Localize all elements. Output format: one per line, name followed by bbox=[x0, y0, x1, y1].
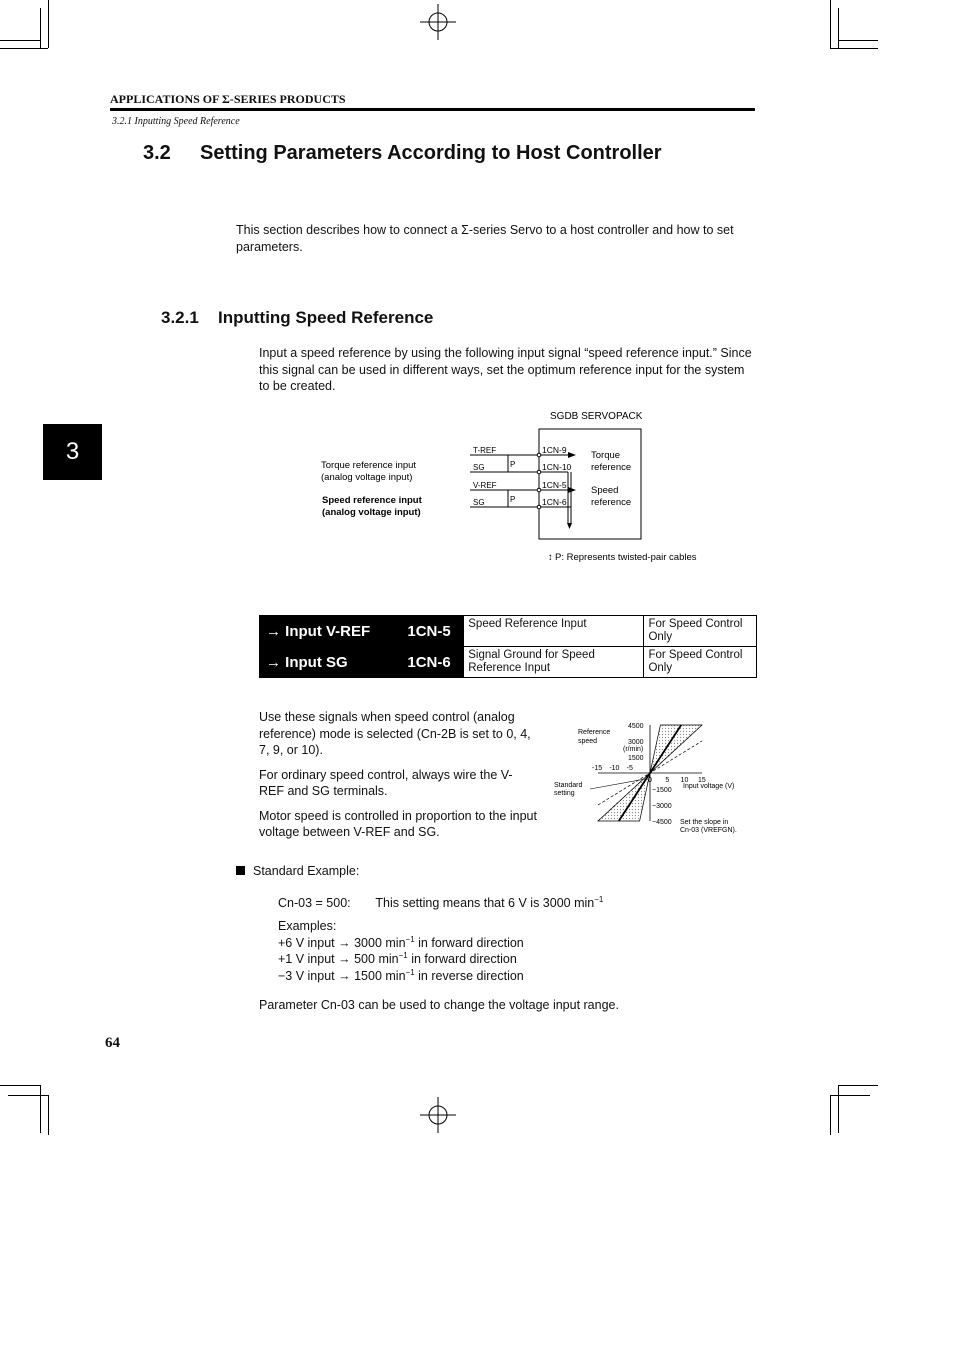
signal-label: SG bbox=[473, 498, 485, 507]
direction: in forward direction bbox=[407, 952, 517, 966]
pin-label: 1CN-9 bbox=[542, 445, 567, 455]
subsection-heading bbox=[161, 308, 433, 328]
signal-name: → Input SG bbox=[260, 647, 402, 678]
chapter-tab: 3 bbox=[43, 424, 102, 480]
paragraph-line: this signal can be used in different ways, set the optimum reference input for the system bbox=[259, 362, 745, 377]
intro-line: parameters. bbox=[236, 239, 303, 254]
signal-pin: 1CN-5 bbox=[401, 616, 463, 647]
arrow-icon: → bbox=[338, 952, 351, 966]
superscript: −1 bbox=[405, 934, 415, 944]
table-row bbox=[260, 647, 757, 678]
torque-input-label: Torque reference input bbox=[321, 460, 417, 471]
y-tick-label: 3000 bbox=[628, 739, 644, 746]
twisted-pair-mark: P bbox=[510, 460, 516, 469]
paragraph-line: Input a speed reference by using the following input signal “speed reference input.” Since bbox=[259, 346, 752, 360]
speed-value: 1500 min bbox=[354, 968, 406, 983]
standard-setting-label: setting bbox=[554, 790, 575, 797]
speed-input-label: Speed reference input bbox=[322, 495, 422, 506]
arrow-icon bbox=[568, 452, 576, 458]
signal-description: Signal Ground for Speed Reference Input bbox=[464, 647, 644, 678]
signal-name: → Input V-REF bbox=[260, 616, 402, 647]
closing-text: Parameter Cn-03 can be used to change the voltage input range. bbox=[259, 998, 619, 1012]
table-row bbox=[260, 616, 757, 647]
standard-example-heading bbox=[236, 863, 359, 880]
signal-table bbox=[259, 615, 757, 678]
y-tick-label: −3000 bbox=[652, 803, 672, 810]
speed-voltage-chart bbox=[550, 715, 755, 840]
header-rule bbox=[110, 108, 755, 111]
x-tick-label: -10 bbox=[609, 765, 620, 772]
y-tick-label: 4500 bbox=[628, 723, 644, 730]
arrow-icon: → bbox=[338, 968, 351, 983]
usage-line: Use these signals when speed control (analog bbox=[259, 710, 515, 724]
subsection-paragraph bbox=[259, 345, 759, 395]
intro-line: This section describes how to connect a Σ-series Servo to a host controller and how to set bbox=[236, 223, 734, 237]
terminal-icon bbox=[537, 470, 541, 474]
examples-list bbox=[278, 918, 524, 984]
usage-line: For ordinary speed control, always wire the V- bbox=[259, 767, 513, 782]
x-tick-label: -5 bbox=[626, 765, 633, 772]
ground-arrow-icon bbox=[567, 523, 572, 529]
subsection-number: 3.2.1 bbox=[161, 308, 199, 327]
x-tick-label: 15 bbox=[698, 777, 706, 784]
list-item bbox=[278, 951, 524, 968]
terminal-icon bbox=[537, 453, 541, 457]
y-axis-label: Reference bbox=[578, 729, 611, 736]
x-tick-label: 10 bbox=[680, 777, 689, 784]
wiring-footnote: P: Represents twisted-pair cables bbox=[555, 552, 697, 563]
y-axis-unit: (r/min) bbox=[623, 746, 644, 753]
y-tick-label: 1500 bbox=[628, 755, 644, 762]
input-voltage: −3 V input bbox=[278, 968, 335, 983]
signal-label: SG bbox=[473, 463, 485, 472]
section-intro bbox=[236, 222, 756, 255]
speed-reference-label: reference bbox=[591, 497, 632, 508]
slope-note: Cn-03 (VREFGN). bbox=[680, 827, 737, 834]
y-axis-label: speed bbox=[578, 738, 598, 745]
terminal-icon bbox=[537, 505, 541, 509]
usage-line: REF and SG terminals. bbox=[259, 784, 388, 798]
page-number: 64 bbox=[105, 1035, 120, 1051]
x-tick-label: 0 bbox=[648, 777, 652, 784]
torque-input-label: (analog voltage input) bbox=[321, 472, 413, 483]
twisted-pair-mark: P bbox=[510, 495, 516, 504]
signal-label: V-REF bbox=[473, 481, 497, 490]
slope-note: Set the slope in bbox=[680, 819, 729, 826]
signal-mode: For Speed Control Only bbox=[644, 647, 757, 678]
examples-label: Examples: bbox=[278, 919, 337, 933]
setting-meaning: This setting means that 6 V is 3000 min bbox=[375, 896, 595, 910]
input-voltage: +1 V input bbox=[278, 952, 335, 966]
x-axis-label: Input voltage (V) bbox=[683, 783, 735, 790]
section-title: Setting Parameters According to Host Controller bbox=[200, 142, 662, 164]
y-tick-label: −1500 bbox=[652, 787, 672, 794]
pin-label: 1CN-6 bbox=[542, 497, 567, 507]
arrow-icon bbox=[568, 487, 576, 493]
usage-line: 7, 9, or 10). bbox=[259, 743, 323, 757]
setting-value: Cn-03 = 500: bbox=[278, 896, 351, 910]
registration-target-icon bbox=[420, 4, 460, 44]
speed-value: 500 min bbox=[354, 952, 399, 966]
running-title: APPLICATIONS OF Σ-SERIES PRODUCTS bbox=[110, 92, 346, 106]
superscript: −1 bbox=[594, 894, 604, 904]
signal-label: T-REF bbox=[473, 446, 497, 455]
direction: in reverse direction bbox=[414, 968, 524, 983]
subsection-title: Inputting Speed Reference bbox=[218, 308, 434, 327]
usage-line: Motor speed is controlled in proportion to the input bbox=[259, 808, 537, 823]
input-voltage: +6 V input bbox=[278, 935, 335, 950]
usage-line: reference) mode is selected (Cn-2B is set to 0, 4, bbox=[259, 726, 531, 741]
signal-pin: 1CN-6 bbox=[401, 647, 463, 678]
signal-mode: For Speed Control Only bbox=[644, 616, 757, 647]
standard-setting-label: Standard bbox=[554, 782, 583, 789]
superscript: −1 bbox=[398, 950, 408, 960]
twisted-pair-symbol: ↕ bbox=[548, 552, 553, 563]
wiring-diagram bbox=[310, 405, 730, 570]
pin-label: 1CN-5 bbox=[542, 480, 567, 490]
arrow-icon: → bbox=[338, 935, 351, 950]
list-item bbox=[278, 968, 524, 985]
servopack-label: SGDB SERVOPACK bbox=[550, 411, 643, 422]
section-heading bbox=[143, 142, 662, 165]
registration-target-icon bbox=[420, 1097, 460, 1137]
pin-label: 1CN-10 bbox=[542, 462, 572, 472]
speed-reference-label: Speed bbox=[591, 485, 619, 496]
subsection-ref: 3.2.1 Inputting Speed Reference bbox=[112, 116, 240, 127]
terminal-icon bbox=[537, 488, 541, 492]
paragraph-line: to be created. bbox=[259, 379, 336, 393]
usage-text bbox=[259, 709, 539, 841]
torque-reference-label: Torque bbox=[591, 450, 621, 461]
superscript: −1 bbox=[405, 967, 415, 977]
example-setting bbox=[278, 895, 603, 912]
speed-input-label: (analog voltage input) bbox=[322, 507, 421, 518]
bullet-square-icon bbox=[236, 866, 245, 875]
list-item bbox=[278, 935, 524, 952]
direction: in forward direction bbox=[414, 935, 524, 950]
x-tick-label: -15 bbox=[592, 765, 603, 772]
y-tick-label: −4500 bbox=[652, 819, 672, 826]
torque-reference-label: reference bbox=[591, 462, 632, 473]
signal-description: Speed Reference Input bbox=[464, 616, 644, 647]
speed-value: 3000 min bbox=[354, 935, 406, 950]
example-heading-text: Standard Example: bbox=[253, 864, 360, 878]
x-tick-label: 5 bbox=[665, 777, 670, 784]
section-number: 3.2 bbox=[143, 142, 171, 164]
usage-line: voltage between V-REF and SG. bbox=[259, 825, 440, 839]
